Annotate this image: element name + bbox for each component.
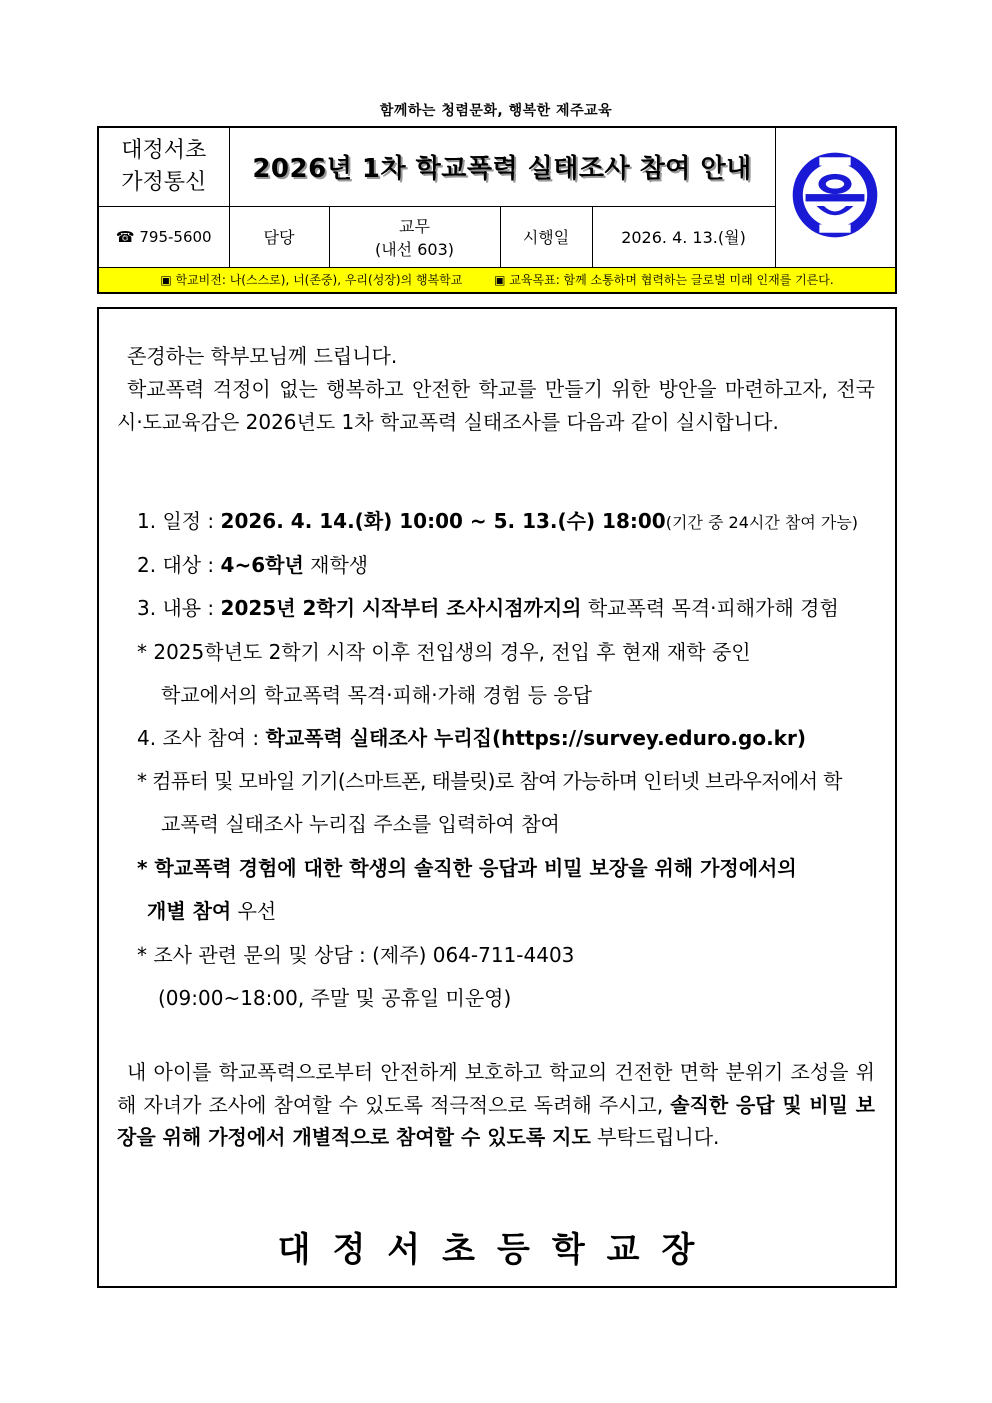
privacy-note-cont [147, 895, 276, 924]
target-item [137, 549, 368, 578]
target-rest: 재학생 [303, 553, 369, 577]
vision-bar [98, 267, 896, 293]
schedule-note: (기간 중 24시간 참여 가능) [665, 513, 859, 532]
inquiry-note: * 조사 관련 문의 및 상담 : (제주) 064-711-4403 [137, 943, 575, 967]
schedule-item [137, 505, 858, 534]
device-note-cont: 교폭력 실태조사 누리집 주소를 입력하여 참여 [161, 812, 560, 836]
intro-paragraph: 학교폭력 걱정이 없는 행복하고 안전한 학교를 만들기 위한 방안을 마련하고자, 전국 시·도교육감은 2026년도 1차 학교폭력 실태조사를 다음과 같이 실시합니다. [117, 377, 875, 434]
date-label: 시행일 [500, 206, 592, 267]
letter-header-table [97, 126, 897, 294]
department-name: 교무 [399, 216, 430, 236]
closing-end: 부탁드립니다. [590, 1125, 720, 1149]
closing-emphasis: 솔직한 응답 및 비밀 보장을 위해 가정에서 개별적으로 참여할 수 있도록 지도 [117, 1092, 875, 1149]
content-label: 3. 내용 : [137, 596, 221, 620]
participation-item [137, 722, 806, 751]
participation-label: 4. 조사 참여 : [137, 726, 266, 750]
department [329, 206, 500, 267]
principal-signature: 대정서초등학교장 [277, 1230, 717, 1270]
privacy-rest: 우선 [231, 899, 277, 923]
device-note: * 컴퓨터 및 모바일 기기(스마트폰, 태블릿)로 참여 가능하며 인터넷 브라우저에서 학 [137, 769, 842, 793]
newsletter-label: 가정통신 [121, 169, 207, 195]
target-grades: 4~6학년 [220, 553, 304, 577]
contact-phone: ☎ 795-5600 [98, 206, 229, 267]
manager-label: 담당 [229, 206, 329, 267]
school-motto: 함께하는 청렴문화, 행복한 제주교육 [379, 103, 613, 119]
inquiry-hours: (09:00~18:00, 주말 및 공휴일 미운영) [158, 986, 512, 1010]
department-extension: (내선 603) [374, 239, 455, 259]
transfer-note-cont: 학교에서의 학교폭력 목격·피해·가해 경험 등 응답 [161, 683, 592, 707]
privacy-emphasis: 개별 참여 [147, 899, 232, 923]
content-period: 2025년 2학기 시작부터 조사시점까지의 [220, 596, 582, 620]
school-label [98, 127, 229, 206]
content-rest: 학교폭력 목격·피해가해 경험 [581, 596, 839, 620]
schedule-dates: 2026. 4. 14.(화) 10:00 ~ 5. 13.(수) 18:00 [220, 509, 666, 533]
target-label: 2. 대상 : [137, 553, 221, 577]
privacy-note: * 학교폭력 경험에 대한 학생의 솔직한 응답과 비밀 보장을 위해 가정에서의 [137, 856, 797, 880]
closing-paragraph [117, 1056, 875, 1154]
transfer-note: * 2025학년도 2학기 시작 이후 전입생의 경우, 전입 후 현재 재학 중인 [137, 640, 751, 664]
school-emblem [775, 127, 896, 267]
school-vision: ▣ 학교비전: 나(스스로), 너(존중), 우리(성장)의 행복학교 [160, 273, 463, 287]
greeting: 존경하는 학부모님께 드립니다. [127, 344, 398, 368]
survey-url: 학교폭력 실태조사 누리집(https://survey.eduro.go.kr) [265, 726, 806, 750]
content-item [137, 592, 839, 621]
school-emblem-icon [789, 149, 881, 241]
closing-text: 내 아이를 학교폭력으로부터 안전하게 보호하고 학교의 건전한 면학 분위기 조성을 위해 자녀가 조사에 참여할 수 있도록 적극적으로 독려해 주시고, [117, 1060, 875, 1117]
date-value: 2026. 4. 13.(월) [592, 206, 775, 267]
page-title: 2026년 1차 학교폭력 실태조사 참여 안내 [229, 127, 775, 206]
school-name: 대정서초 [121, 137, 207, 163]
education-goal: ▣ 교육목표: 함께 소통하며 협력하는 글로벌 미래 인재를 기른다. [494, 273, 834, 287]
schedule-label: 1. 일정 : [137, 509, 221, 533]
